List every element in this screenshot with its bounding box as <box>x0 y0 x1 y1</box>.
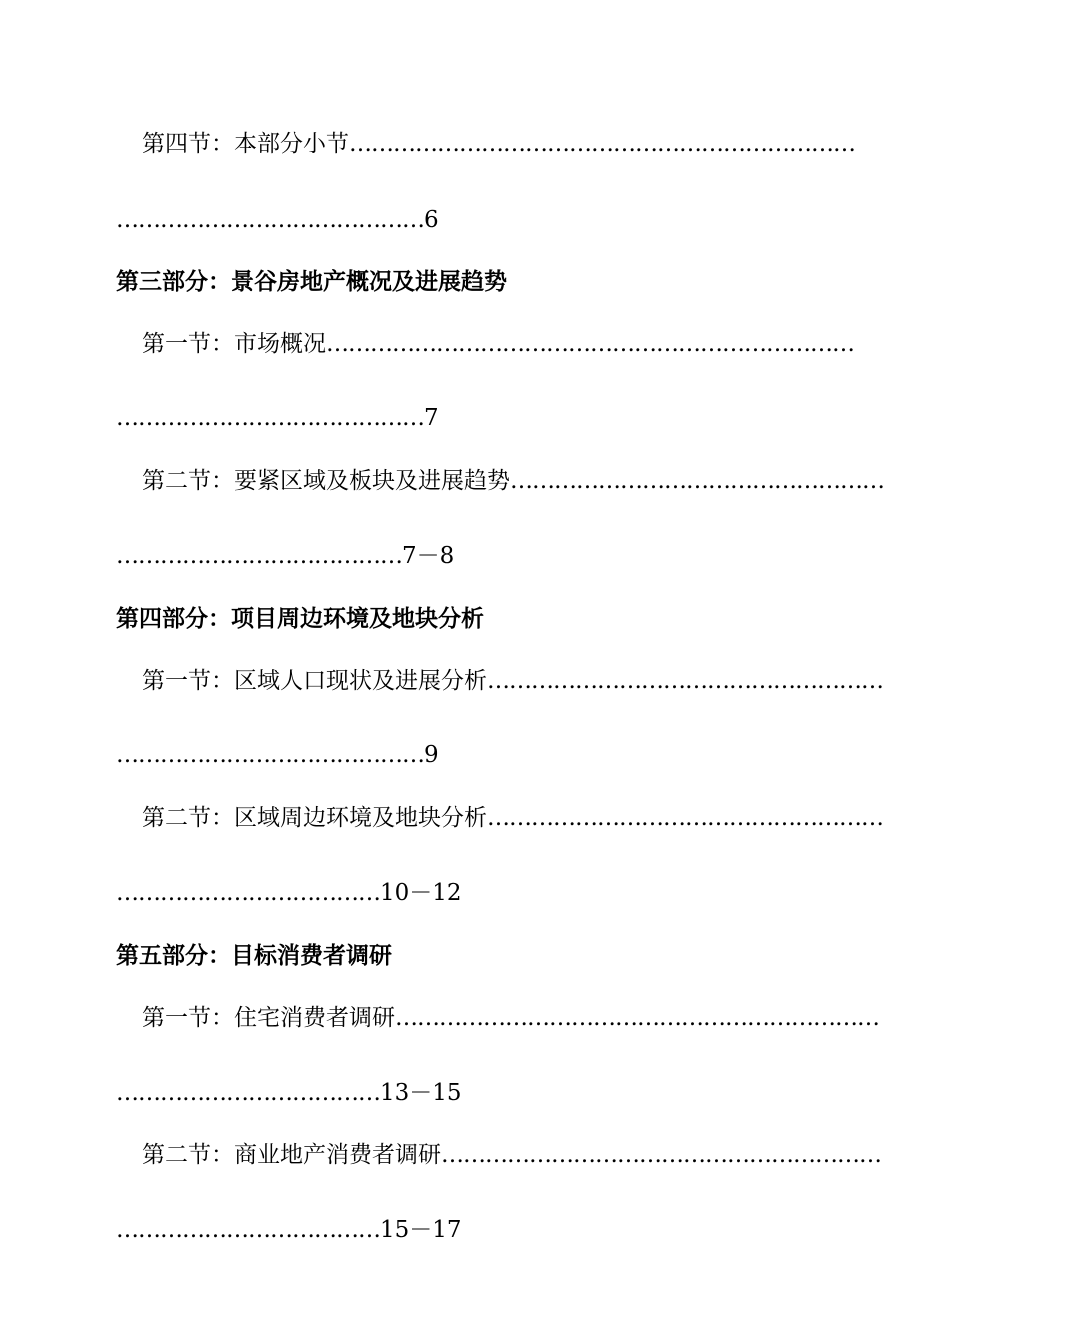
toc-page-number: 15－17 <box>380 1217 462 1243</box>
toc-leader-dots: ……………………………… <box>116 1217 380 1243</box>
toc-entry-population[interactable] <box>142 661 883 701</box>
part-heading-label: 第四部分：项目周边环境及地块分析 <box>116 606 484 632</box>
toc-page-number: 10－12 <box>380 880 462 906</box>
toc-entry-label: 第四节：本部分小节 <box>142 131 349 157</box>
toc-entry-label: 第一节：市场概况 <box>142 331 326 357</box>
toc-entry-surroundings[interactable] <box>142 798 883 838</box>
toc-entry-page-line[interactable] <box>116 536 516 576</box>
toc-leader-dots: ……………………………… <box>116 880 380 906</box>
toc-leader-dots: …………………………………… <box>116 207 424 233</box>
toc-entry-label: 第二节：要紧区域及板块及进展趋势 <box>142 468 510 494</box>
toc-entry-label: 第二节：商业地产消费者调研 <box>142 1142 441 1168</box>
toc-entry-label: 第一节：住宅消费者调研 <box>142 1005 395 1031</box>
toc-leader-dots: ……………………………………………………………… <box>326 331 854 357</box>
toc-leader-dots: ……………………………………………… <box>487 668 883 694</box>
toc-page-number: 6 <box>424 207 439 233</box>
toc-page-number: 9 <box>424 742 439 768</box>
toc-entry-page-line[interactable] <box>116 200 516 240</box>
part-heading-label: 第三部分：景谷房地产概况及进展趋势 <box>116 269 507 295</box>
toc-leader-dots: ……………………………………………… <box>487 805 883 831</box>
toc-entry-page-line[interactable] <box>116 735 516 775</box>
toc-leader-dots: …………………………………………………………… <box>349 131 855 157</box>
toc-leader-dots: ……………………………… <box>116 1080 380 1106</box>
toc-entry-section-4[interactable] <box>142 124 855 164</box>
toc-entry-label: 第一节：区域人口现状及进展分析 <box>142 668 487 694</box>
toc-part-heading-5[interactable] <box>116 936 1066 976</box>
toc-part-heading-3[interactable] <box>116 262 1066 302</box>
toc-page-number: 7 <box>424 405 439 431</box>
toc-entry-page-line[interactable] <box>116 1210 516 1250</box>
toc-leader-dots: ………………………………………………………… <box>395 1005 879 1031</box>
toc-entry-key-regions[interactable] <box>142 461 884 501</box>
toc-leader-dots: …………………………………………… <box>510 468 884 494</box>
toc-entry-market-overview[interactable] <box>142 324 854 364</box>
toc-entry-page-line[interactable] <box>116 1073 516 1113</box>
toc-page-number: 7－8 <box>402 543 455 569</box>
toc-entry-page-line[interactable] <box>116 873 516 913</box>
toc-entry-commercial-survey[interactable] <box>142 1135 881 1175</box>
toc-entry-residential-survey[interactable] <box>142 998 879 1038</box>
toc-part-heading-4[interactable] <box>116 599 1066 639</box>
toc-leader-dots: ………………………………… <box>116 543 402 569</box>
toc-entry-page-line[interactable] <box>116 398 516 438</box>
part-heading-label: 第五部分：目标消费者调研 <box>116 943 392 969</box>
toc-leader-dots: …………………………………… <box>116 405 424 431</box>
toc-page-number: 13－15 <box>380 1080 462 1106</box>
toc-entry-label: 第二节：区域周边环境及地块分析 <box>142 805 487 831</box>
toc-leader-dots: …………………………………… <box>116 742 424 768</box>
toc-leader-dots: …………………………………………………… <box>441 1142 881 1168</box>
